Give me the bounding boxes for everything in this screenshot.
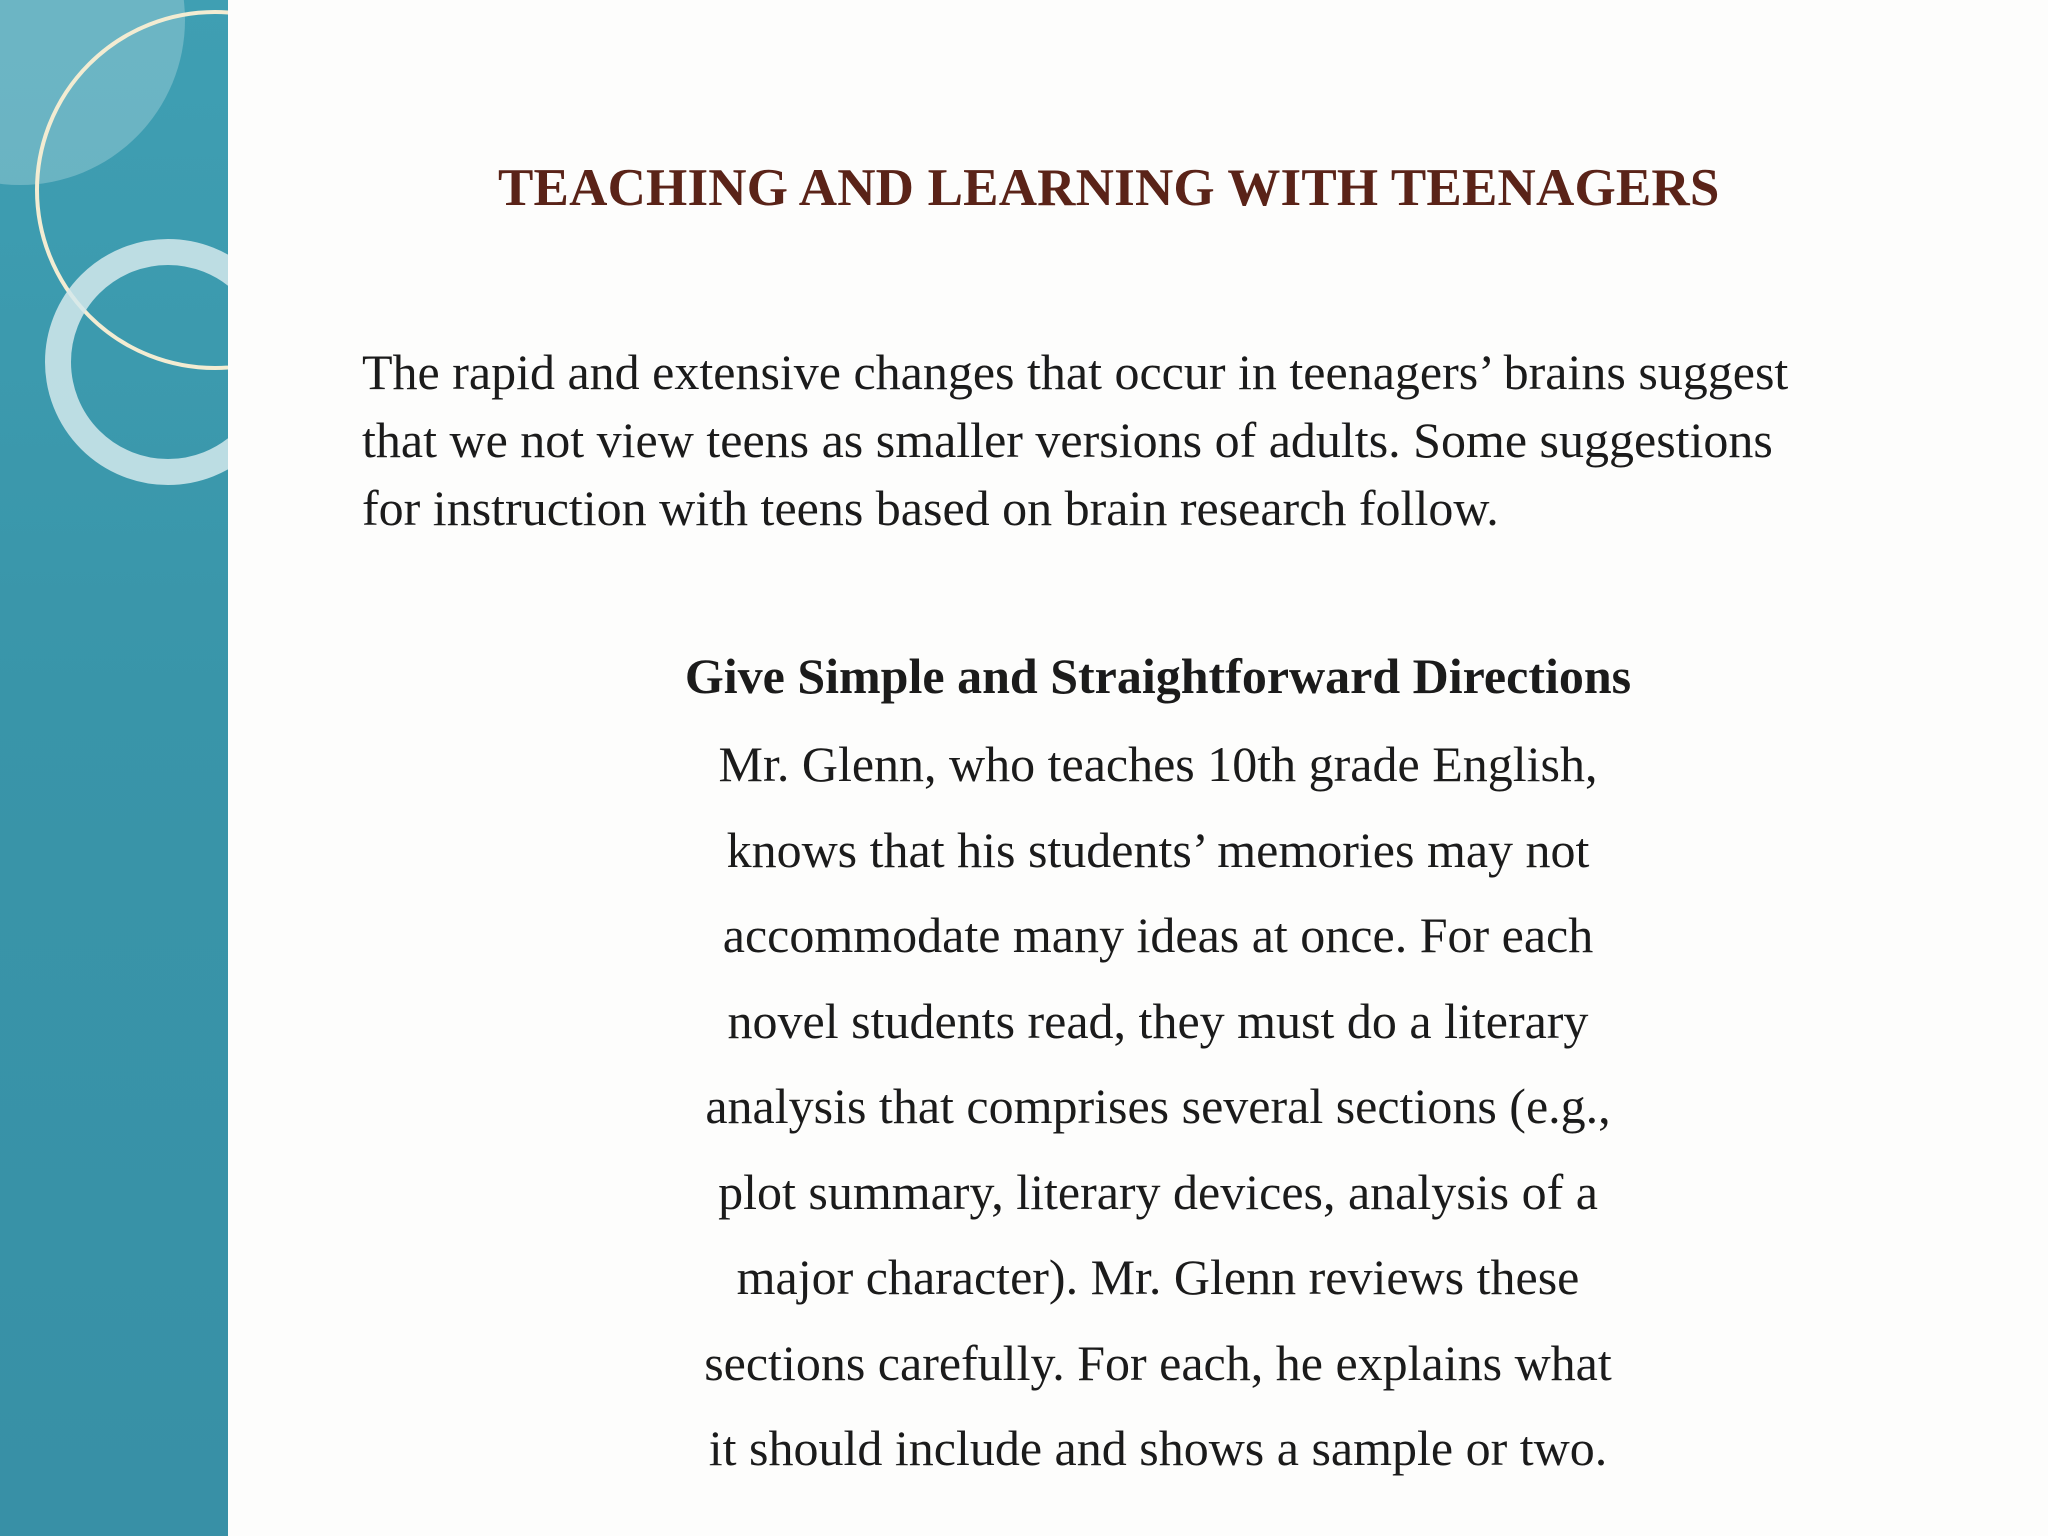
section-line: knows that his students’ memories may not	[726, 821, 1590, 878]
decorative-circles-graphic	[0, 0, 228, 1536]
directions-section	[638, 640, 1678, 1492]
intro-paragraph	[362, 338, 1962, 542]
section-line: Mr. Glenn, who teaches 10th grade English,	[718, 736, 1598, 792]
section-line: it should include and shows a sample or two.	[708, 1420, 1608, 1476]
section-line: accommodate many ideas at once. For each	[722, 907, 1594, 963]
section-line: major character). Mr. Glenn reviews these	[736, 1249, 1580, 1305]
thick-ring	[58, 252, 228, 472]
slide-title: TEACHING AND LEARNING WITH TEENAGERS	[498, 159, 1720, 217]
section-line: plot summary, literary devices, analysis of a	[718, 1163, 1598, 1220]
decorative-side-band	[0, 0, 228, 1536]
slide-content	[228, 0, 2048, 1536]
intro-line: The rapid and extensive changes that occur in teenagers’ brains suggest	[362, 344, 1789, 400]
intro-line: that we not view teens as smaller versions of adults. Some suggestions	[362, 412, 1773, 468]
translucent-disc	[0, 0, 185, 185]
intro-line: for instruction with teens based on brain research follow.	[362, 480, 1499, 536]
section-body	[638, 722, 1678, 1492]
section-line: novel students read, they must do a literary	[727, 992, 1589, 1049]
section-line: sections carefully. For each, he explains what	[704, 1334, 1612, 1391]
section-line: analysis that comprises several sections (e.g.,	[705, 1078, 1611, 1134]
section-heading: Give Simple and Straightforward Directions	[684, 648, 1632, 704]
